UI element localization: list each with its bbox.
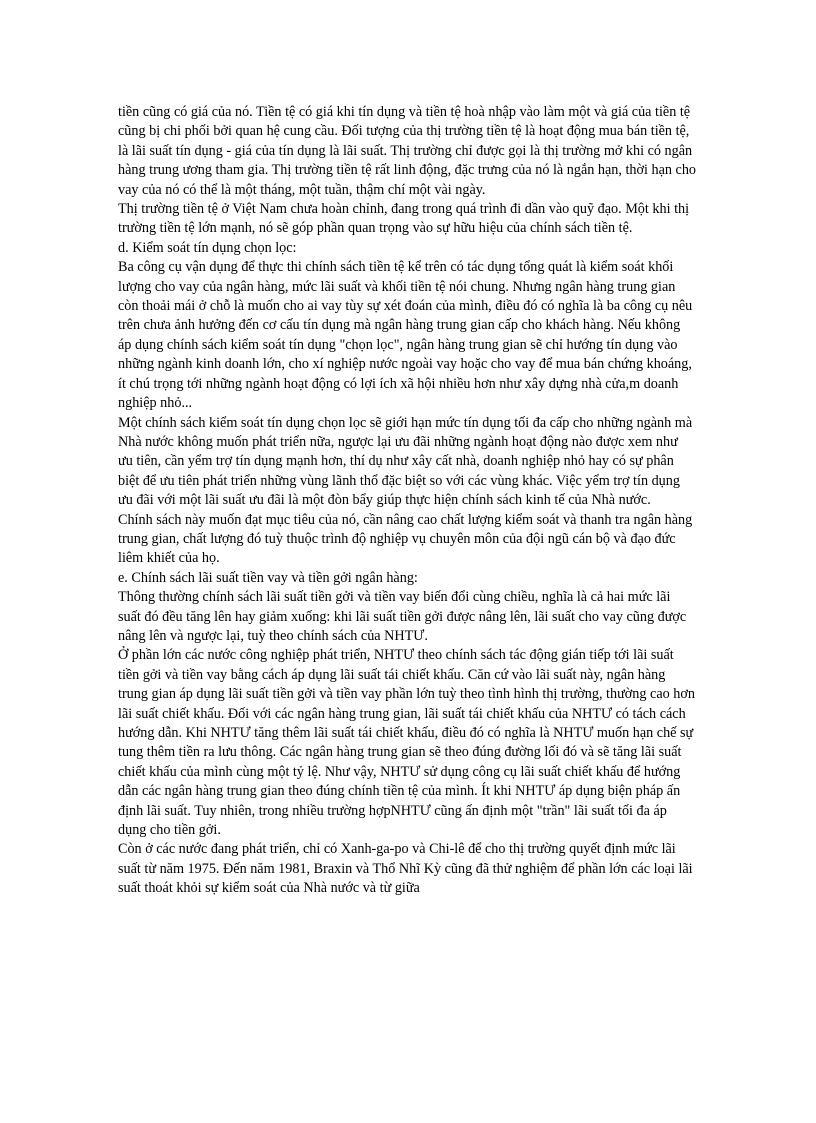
- paragraph-ba-cong-cu: Ba công cụ vận dụng để thực thi chính sách tiền tệ kể trên có tác dụng tổng quát là kiểm soát khối lượng cho vay của ngân hàng, mức lãi suất và khối tiền tệ nói chung. Nhưng ngân hàng trung gian còn thoải mái ở chỗ là muốn cho ai vay tùy sự xét đoán của mình, điều đó có nghĩa là ba công cụ nêu trên chưa ảnh hưởng đến cơ cấu tín dụng mà ngân hàng trung gian cấp cho khách hàng. Nếu không áp dụng chính sách kiểm soát tín dụng "chọn lọc", ngân hàng trung gian sẽ chỉ hướng tín dụng vào những ngành kinh doanh lớn, cho xí nghiệp nước ngoài vay hoặc cho vay để mua bán chứng khoáng, ít chú trọng tới những ngành hoạt động có lợi ích xã hội nhiều hơn như xây dựng nhà cửa,m doanh nghiệp nhỏ...: [118, 259, 693, 412]
- paragraph-chinh-sach-kiem-soat: Một chính sách kiểm soát tín dụng chọn lọc sẽ giới hạn mức tín dụng tối đa cấp cho những ngành mà Nhà nước không muốn phát triển nữa, ngược lại ưu đãi những ngành hoạt động nào được xem như ưu tiên, cần yểm trợ tín dụng mạnh hơn, thí dụ như xây cất nhà, doanh nghiệp nhỏ hay có sự phân biệt để ưu tiên phát triển những vùng lãnh thổ đặc biệt so với các vùng khác. Việc yểm trợ tín dụng ưu đãi với một lãi suất ưu đãi là một đòn bẩy giúp thực hiện chính sách kinh tế của Nhà nước.: [118, 414, 693, 509]
- section-heading-e: e. Chính sách lãi suất tiền vay và tiền gởi ngân hàng:: [118, 569, 418, 586]
- paragraph-thong-thuong: Thông thường chính sách lãi suất tiền gởi và tiền vay biến đổi cùng chiều, nghĩa là cả hai mức lãi suất đó đều tăng lên hay giảm xuống: khi lãi suất tiền gởi được nâng lên, lãi suất cho vay cũng được nâng lên và ngược lại, tuỳ theo chính sách của NHTƯ.: [118, 589, 687, 644]
- paragraph-thi-truong-viet-nam: Thị trường tiền tệ ở Việt Nam chưa hoàn chỉnh, đang trong quá trình đi dần vào quỹ đạo. Một khi thị trường tiền tệ lớn mạnh, nó sẽ góp phần quan trọng vào sự hữu hiệu của chính sách tiền tệ.: [118, 201, 690, 237]
- paragraph-nuoc-cong-nghiep: Ở phần lớn các nước công nghiệp phát triển, NHTƯ theo chính sách tác động gián tiếp tới lãi suất tiền gởi và tiền vay bằng cách áp dụng lãi suất tái chiết khấu. Căn cứ vào lãi suất này, ngân hàng trung gian áp dụng lãi suất tiền gởi và tiền vay phần lớn tuỳ theo tình hình thị trường, thường cao hơn lãi suất chiết khấu. Đối với các ngân hàng trung gian, lãi suất tái chiết khấu của NHTƯ có tách cách hướng dẫn. Khi NHTƯ tăng thêm lãi suất tái chiết khấu, điều đó có nghĩa là NHTƯ muốn hạn chế sự tung thêm tiền ra lưu thông. Các ngân hàng trung gian sẽ theo đúng đường lối đó và sẽ tăng lãi suất chiết khấu của mình cùng một tỷ lệ. Như vậy, NHTƯ sử dụng công cụ lãi suất chiết khấu để hướng dẫn các ngân hàng trung gian theo đúng chính tiền tệ của mình. Ít khi NHTƯ áp dụng biện pháp ấn định lãi suất. Tuy nhiên, trong nhiều trường hợpNHTƯ cũng ấn định một "trần" lãi suất tối đa áp dụng cho tiền gởi.: [118, 647, 695, 839]
- document-page: [118, 103, 696, 899]
- paragraph-nuoc-dang-phat-trien: Còn ở các nước đang phát triển, chỉ có Xanh-ga-po và Chi-lê để cho thị trường quyết định mức lãi suất từ năm 1975. Đến năm 1981, Braxin và Thổ Nhĩ Kỳ cũng đã thử nghiệm để phần lớn các loại lãi suất thoát khỏi sự kiểm soát của Nhà nước và từ giữa: [118, 841, 693, 897]
- section-heading-d: d. Kiểm soát tín dụng chọn lọc:: [118, 239, 297, 256]
- paragraph-muc-tieu: Chính sách này muốn đạt mục tiêu của nó, cần nâng cao chất lượng kiểm soát và thanh tra ngân hàng trung gian, chất lượng đó tuỳ thuộc trình độ nghiệp vụ chuyên môn của đội ngũ cán bộ và đạo đức liêm khiết của họ.: [118, 511, 693, 567]
- paragraph-tien-te-gia: tiền cũng có giá của nó. Tiền tệ có giá khi tín dụng và tiền tệ hoà nhập vào làm một và giá của tiền tệ cũng bị chi phối bởi quan hệ cung cầu. Đối tượng của thị trường tiền tệ là hoạt động mua bán tiền tệ, là lãi suất tín dụng - giá của tín dụng là lãi suất. Thị trường chỉ được gọi là thị trường mở khi có ngân hàng trung ương tham gia. Thị trường tiền tệ rất linh động, đặc trưng của nó là ngắn hạn, thời hạn cho vay của nó có thể là một tháng, một tuần, thậm chí một vài ngày.: [118, 104, 697, 198]
